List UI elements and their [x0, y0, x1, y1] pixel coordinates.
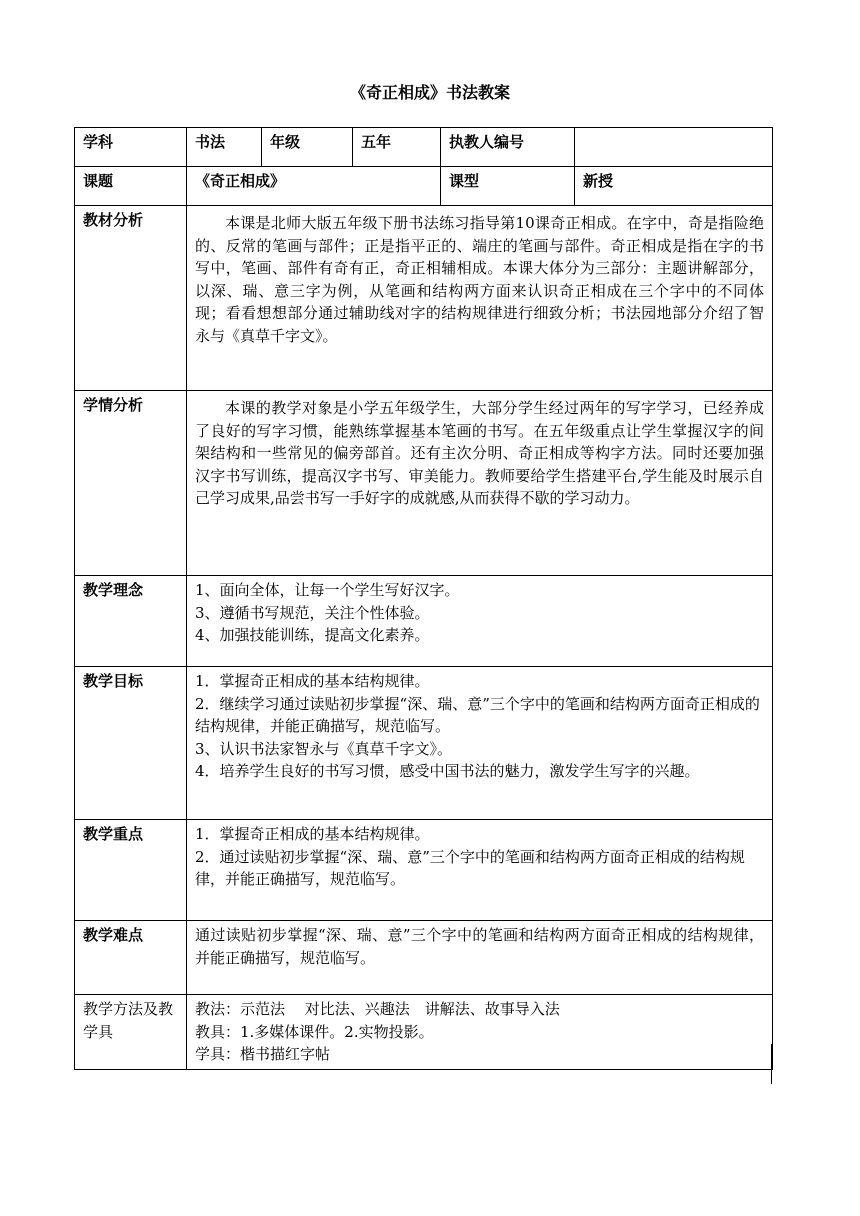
- lesson-type-label: 课型: [441, 167, 575, 206]
- teaching-philosophy-cell: [187, 576, 773, 667]
- topic-label: 课题: [75, 167, 187, 206]
- row-difficulties: [75, 921, 773, 995]
- row-teaching-philosophy: [75, 576, 773, 667]
- lesson-plan-table: [74, 127, 773, 1070]
- material-analysis-text: 本课是北师大版五年级下册书法练习指导第10课奇正相成。在字中，奇是指险绝的、反常的笔画与部件；正是指平正的、端庄的笔画与部件。奇正相成是指在字的书写中，笔画、部件有奇有正，奇正相辅相成。本课大体分为三部分：主题讲解部分，以深、瑞、意三字为例，从笔画和结构两方面来认识奇正相成在三个字中的不同体现；看看想想部分通过辅助线对字的结构规律进行细致分析；书法园地部分介绍了智永与《真草千字文》。: [195, 214, 764, 345]
- subject-label: 学科: [75, 128, 187, 167]
- grade-label: 年级: [262, 128, 353, 167]
- difficulties-cell: [187, 921, 773, 995]
- row-key-points: [75, 820, 773, 921]
- philosophy-item: 4、加强技能训练，提高文化素养。: [195, 626, 430, 644]
- key-points-cell: [187, 820, 773, 921]
- student-analysis-label: 学情分析: [75, 391, 187, 576]
- row-material-analysis: [75, 206, 773, 391]
- teacher-id-value: [575, 128, 773, 167]
- goal-item: 3、认识书法家智永与《真草千字文》。: [195, 739, 453, 758]
- teacher-id-label: 执教人编号: [441, 128, 575, 167]
- difficulties-text: 通过读贴初步掌握“深、瑞、意”三个字中的笔画和结构两方面奇正相成的结构规律，并能正确描写，规范临写。: [195, 926, 764, 967]
- philosophy-item: 1、面向全体，让每一个学生写好汉字。: [195, 581, 460, 599]
- subject-value: 书法: [187, 128, 262, 167]
- teaching-goals-cell: [187, 667, 773, 820]
- key-point-item: 1．掌握奇正相成的基本结构规律。: [195, 825, 430, 843]
- grade-value: 五年: [353, 128, 441, 167]
- goal-item: 4．培养学生良好的书写习惯，感受中国书法的魅力，激发学生写字的兴趣。: [195, 762, 700, 780]
- philosophy-item: 3、遵循书写规范，关注个性体验。: [195, 603, 430, 622]
- teaching-philosophy-label: 教学理念: [75, 576, 187, 667]
- row-student-analysis: [75, 391, 773, 576]
- student-analysis-cell: [187, 391, 773, 576]
- row-subject: [75, 128, 773, 167]
- material-analysis-cell: [187, 206, 773, 391]
- goal-item: 2．继续学习通过读贴初步掌握“深、瑞、意”三个字中的笔画和结构两方面奇正相成的结构规律，并能正确描写，规范临写。: [195, 694, 760, 735]
- method-item: 教具：1.多媒体课件。2.实物投影。: [195, 1022, 434, 1041]
- methods-label: 教学方法及教学具: [75, 995, 187, 1070]
- student-analysis-text: 本课的教学对象是小学五年级学生，大部分学生经过两年的写字学习，已经养成了良好的写字习惯，能熟练掌握基本笔画的书写。在五年级重点让学生掌握汉字的间架结构和一些常见的偏旁部首。还有主次分明、奇正相成等构字方法。同时还要加强汉字书写训练，提高汉字书写、审美能力。教师要给学生搭建平台,学生能及时展示自己学习成果,品尝书写一手好字的成就感,从而获得不歇的学习动力。: [195, 399, 764, 507]
- goal-item: 1．掌握奇正相成的基本结构规律。: [195, 672, 430, 690]
- difficulties-label: 教学难点: [75, 921, 187, 995]
- key-point-item: 2．通过读贴初步掌握“深、瑞、意”三个字中的笔画和结构两方面奇正相成的结构规律，并能正确描写，规范临写。: [195, 847, 745, 888]
- method-item: 教法：示范法 对比法、兴趣法 讲解法、故事导入法: [195, 1000, 560, 1018]
- row-methods: [75, 995, 773, 1070]
- key-points-label: 教学重点: [75, 820, 187, 921]
- row-teaching-goals: [75, 667, 773, 820]
- row-topic: [75, 167, 773, 206]
- lesson-type-value: 新授: [575, 167, 773, 206]
- methods-cell: [187, 995, 773, 1070]
- teaching-goals-label: 教学目标: [75, 667, 187, 820]
- material-analysis-label: 教材分析: [75, 206, 187, 391]
- topic-value: 《奇正相成》: [187, 167, 441, 206]
- table-edge-line: [771, 1044, 772, 1084]
- method-item: 学具：楷书描红字帖: [195, 1045, 331, 1063]
- page-title: 《奇正相成》书法教案: [349, 83, 510, 102]
